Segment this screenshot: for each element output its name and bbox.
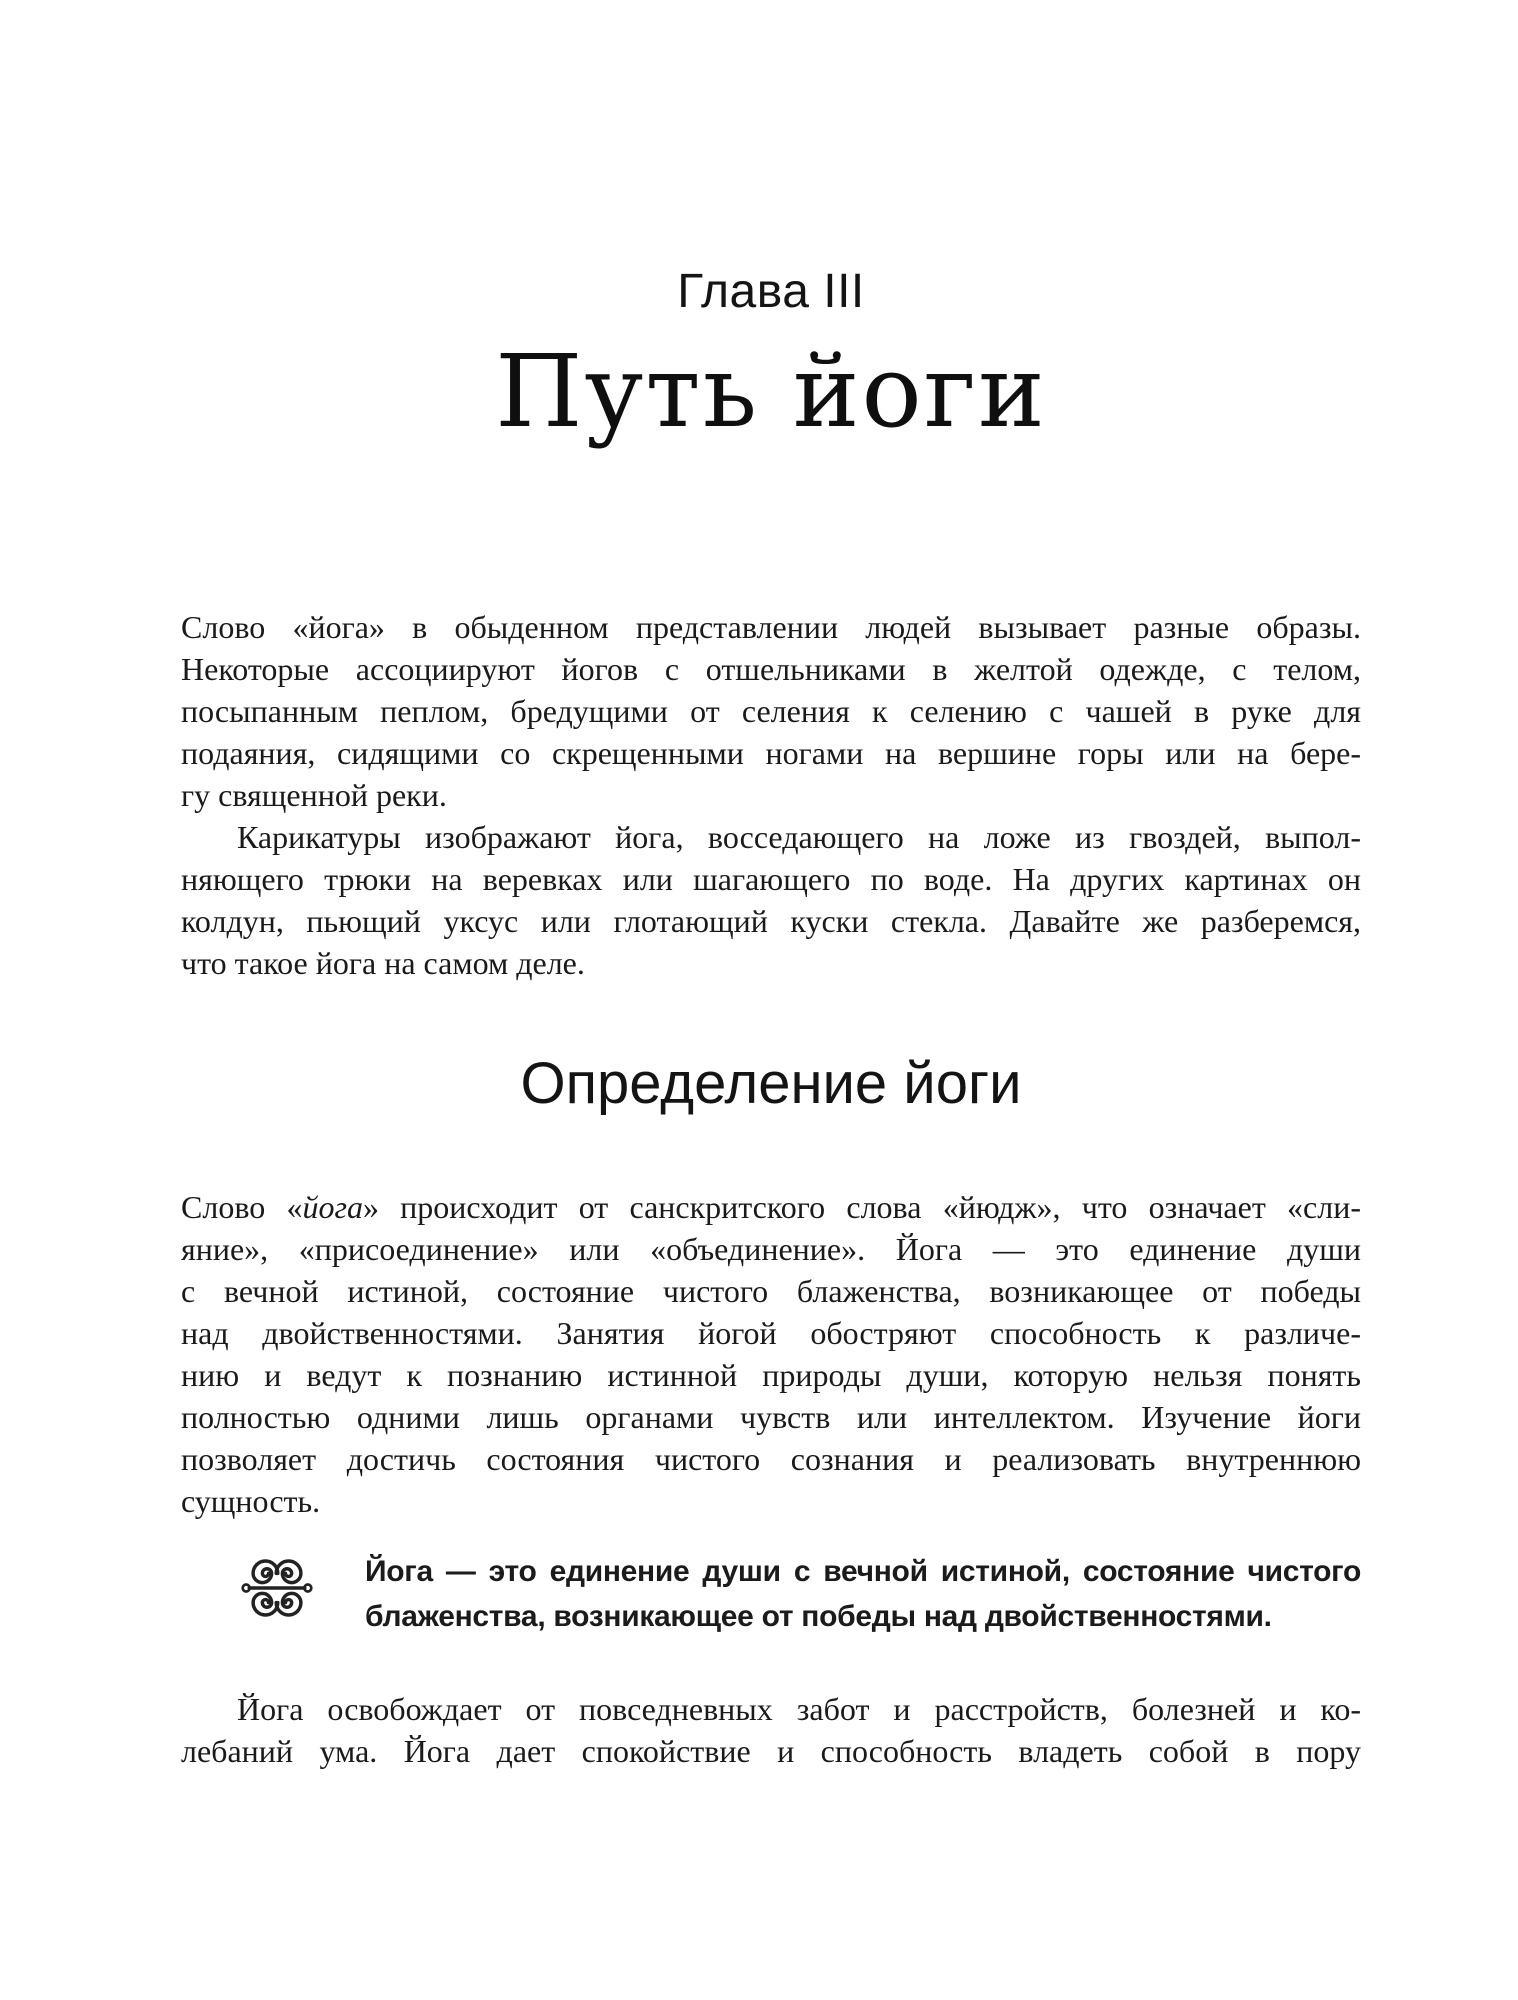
paragraph-2 — [181, 816, 1361, 984]
key-point-callout — [181, 1549, 1361, 1639]
text-line: посыпанным пеплом, бредущими от селения к селению с чашей в руке для — [181, 693, 1361, 729]
text-segment-italic: йога — [302, 1189, 363, 1225]
chapter-title: Путь йоги — [495, 333, 1047, 450]
callout-text — [365, 1549, 1361, 1639]
fleuron-ornament-icon — [240, 1551, 314, 1625]
text-segment: » происходит от санскритского слова «йюдж», что означает «сли- — [362, 1189, 1362, 1225]
chapter-label: Глава III — [677, 265, 865, 318]
text-line: Карикатуры изображают йога, восседающего на ложе из гвоздей, выпол- — [237, 819, 1361, 855]
text-line: над двойственностями. Занятия йогой обостряют способность к различе- — [181, 1315, 1361, 1351]
text-segment: Слово « — [181, 1189, 303, 1225]
paragraph-4 — [181, 1688, 1361, 1772]
paragraph-1 — [181, 606, 1361, 816]
text-line: колдун, пьющий уксус или глотающий куски стекла. Давайте же разберемся, — [181, 903, 1361, 939]
paragraph-3 — [181, 1186, 1361, 1522]
text-line: Йога освобождает от повседневных забот и расстройств, болезней и ко- — [237, 1691, 1361, 1727]
section-heading: Определение йоги — [520, 1051, 1022, 1116]
text-line: полностью одними лишь органами чувств или интеллектом. Изучение йоги — [181, 1399, 1361, 1435]
text-line: няющего трюки на веревках или шагающего по воде. На других картинах он — [181, 861, 1361, 897]
text-line: сущность. — [181, 1483, 321, 1519]
text-line: с вечной истиной, состояние чистого блаженства, возникающее от победы — [181, 1273, 1361, 1309]
text-line: Йога — это единение души с вечной истиной, состояние чистого — [365, 1555, 1361, 1588]
text-line: Слово «йога» в обыденном представлении людей вызывает разные образы. — [181, 609, 1361, 645]
text-line: лебаний ума. Йога дает спокойствие и способность владеть собой в пору — [181, 1733, 1361, 1769]
text-line: подаяния, сидящими со скрещенными ногами на вершине горы или на бере- — [181, 735, 1361, 771]
text-line: Некоторые ассоциируют йогов с отшельниками в желтой одежде, с телом, — [181, 651, 1361, 687]
text-line: позволяет достичь состояния чистого сознания и реализовать внутреннюю — [181, 1441, 1361, 1477]
text-line: блаженства, возникающее от победы над двойственностями. — [365, 1600, 1272, 1633]
text-line: что такое йога на самом деле. — [181, 945, 585, 981]
text-line — [181, 1186, 1361, 1228]
text-line: яние», «присоединение» или «объединение». Йога — это единение души — [181, 1231, 1361, 1267]
text-line: нию и ведут к познанию истинной природы души, которую нельзя понять — [181, 1357, 1361, 1393]
text-line: гу священной реки. — [181, 777, 447, 813]
